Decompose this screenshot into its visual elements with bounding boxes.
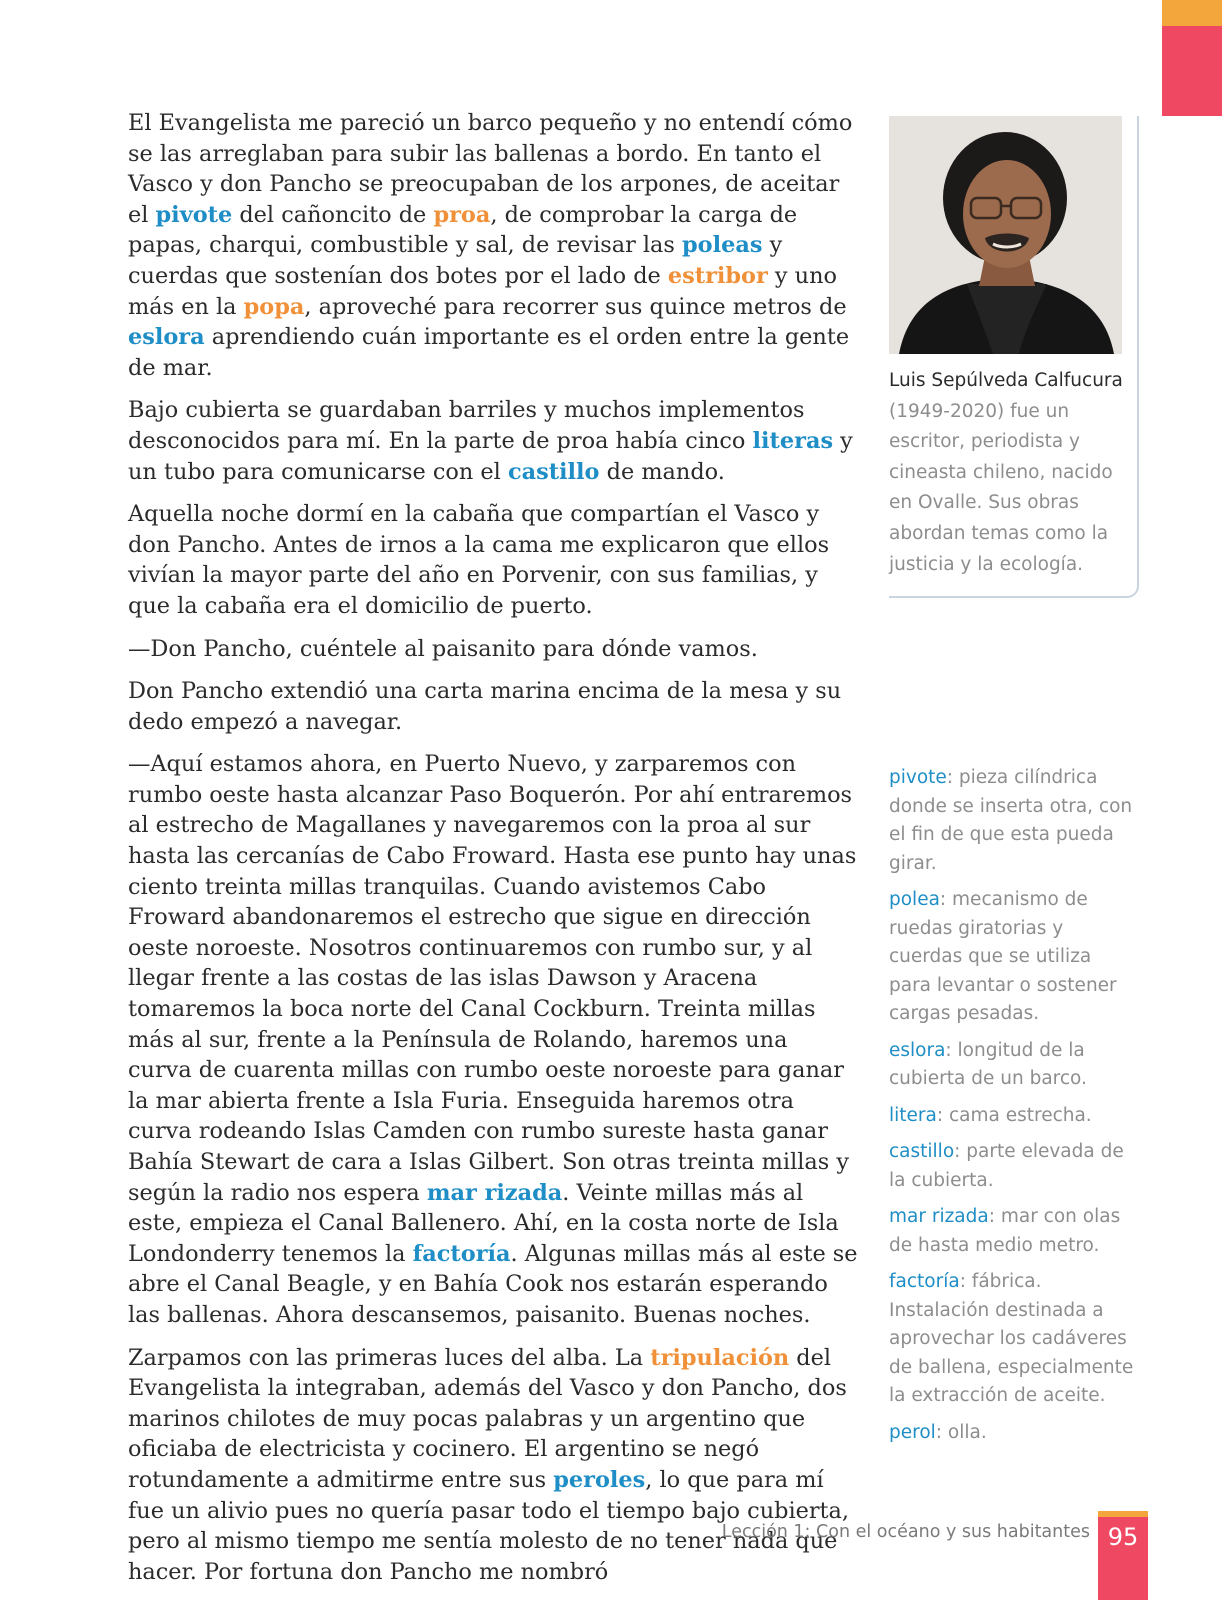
glossary <box>889 764 1139 1455</box>
keyword-popa: popa <box>243 293 305 320</box>
lesson-footer: Lección 1: Con el océano y sus habitantes <box>721 1522 1090 1542</box>
keyword-mar-rizada: mar rizada <box>426 1179 563 1206</box>
glossary-entry-factoria: factoría: fábrica. Instalación destinada a aprovechar los cadáveres de ballena, especialmente la extracción de aceite. <box>889 1271 1134 1406</box>
author-card <box>889 116 1139 598</box>
keyword-estribor: estribor <box>667 262 768 289</box>
author-name: Luis Sepúlveda Calfucura <box>889 370 1123 391</box>
page-number-box <box>1098 1511 1148 1600</box>
corner-color-tab <box>1162 0 1222 116</box>
author-portrait-image <box>889 116 1122 354</box>
keyword-tripulacion: tripulación <box>650 1344 790 1371</box>
keyword-poleas: poleas <box>682 232 763 259</box>
keyword-castillo: castillo <box>507 458 600 485</box>
glossary-entry-perol: perol: olla. <box>889 1421 987 1443</box>
paragraph-6: —Aquí estamos ahora, en Puerto Nuevo, y zarparemos con rumbo oeste hasta alcanzar Paso Boquerón. Por ahí entraremos al estrecho de Magallanes y navegaremos con la proa al sur hasta las cercanías de Cabo Froward. Hasta ese punto hay unas ciento treinta millas tranquilas. Cuando avistemos Cabo Froward abandonaremos el estrecho que sigue en dirección oeste noroeste. Nosotros continuaremos con rumbo sur, y al llegar frente a las costas de las islas Dawson y Aracena tomaremos la boca norte del Canal Cockburn. Treinta millas más al sur, frente a la Península de Rolando, haremos una curva de cuarenta millas con rumbo oeste noroeste para ganar la mar abierta frente a Isla Furia. Enseguida haremos otra curva rodeando Islas Camden con rumbo sureste hasta ganar Bahía Stewart de cara a Islas Gilbert. Son otras treinta millas y según la radio nos espera mar rizada. Veinte millas más al este, empieza el Canal Ballenero. Ahí, en la costa norte de Isla Londonderry tenemos la factoría. Algunas millas más al este se abre el Canal Beagle, y en Bahía Cook nos estarán esperando las ballenas. Ahora descansemos, paisanito. Buenas noches. <box>128 751 858 1328</box>
glossary-entry-polea: polea: mecanismo de ruedas giratorias y cuerdas que se utiliza para levantar o sostener cargas pesadas. <box>889 889 1117 1024</box>
keyword-eslora: eslora <box>128 324 205 351</box>
author-bio: (1949-2020) fue un escritor, periodista y cineasta chileno, nacido en Ovalle. Sus obras abordan temas como la justicia y la ecología. <box>889 400 1113 575</box>
page-number: 95 <box>1107 1523 1139 1551</box>
corner-color-tab-cap <box>1162 0 1222 26</box>
paragraph-7: Zarpamos con las primeras luces del alba. La tripulación del Evangelista la integraban, además del Vasco y don Pancho, dos marinos chilotes de muy pocas palabras y un argentino que oficiaba de electricista y cocinero. El argentino se negó rotundamente a admitirme entre sus peroles, lo que para mí fue un alivio pues no quería pasar todo el tiempo bajo cubierta, pero al mismo tiempo me sentía molesto de no tener nada que hacer. Por fortuna don Pancho me nombró <box>128 1344 850 1585</box>
author-caption <box>889 366 1125 580</box>
paragraph-4: —Don Pancho, cuéntele al paisanito para dónde vamos. <box>128 635 758 662</box>
glossary-entry-castillo: castillo: parte elevada de la cubierta. <box>889 1141 1124 1191</box>
paragraph-3: Aquella noche dormí en la cabaña que compartían el Vasco y don Pancho. Antes de irnos a la cama me explicaron que ellos vivían la mayor parte del año en Porvenir, con sus familias, y que la cabaña era el domicilio de puerto. <box>128 501 830 619</box>
paragraph-1: El Evangelista me pareció un barco pequeño y no entendí cómo se las arreglaban para subir las ballenas a bordo. En tanto el Vasco y don Pancho se preocupaban de los arpones, de aceitar el pivote del cañoncito de proa, de comprobar la carga de papas, charqui, combustible y sal, de revisar las poleas y cuerdas que sostenían dos botes por el lado de estribor y uno más en la popa, aproveché para recorrer sus quince metros de eslora aprendiendo cuán importante es el orden entre la gente de mar. <box>128 110 853 381</box>
glossary-entry-eslora: eslora: longitud de la cubierta de un barco. <box>889 1039 1087 1089</box>
paragraph-2: Bajo cubierta se guardaban barriles y muchos implementos desconocidos para mí. En la parte de proa había cinco literas y un tubo para comunicarse con el castillo de mando. <box>128 397 853 485</box>
keyword-factoria: factoría <box>412 1240 511 1267</box>
glossary-entry-pivote: pivote: pieza cilíndrica donde se inserta otra, con el fin de que esta pueda girar. <box>889 767 1133 874</box>
story-text <box>128 108 858 1599</box>
glossary-entry-litera: litera: cama estrecha. <box>889 1104 1092 1126</box>
glossary-entry-mar-rizada: mar rizada: mar con olas de hasta medio metro. <box>889 1206 1121 1256</box>
keyword-literas: literas <box>752 427 834 454</box>
author-photo <box>889 116 1122 354</box>
paragraph-5: Don Pancho extendió una carta marina encima de la mesa y su dedo empezó a navegar. <box>128 678 842 735</box>
keyword-proa: proa <box>433 201 491 228</box>
keyword-peroles: peroles <box>553 1466 646 1493</box>
keyword-pivote: pivote <box>155 201 233 228</box>
